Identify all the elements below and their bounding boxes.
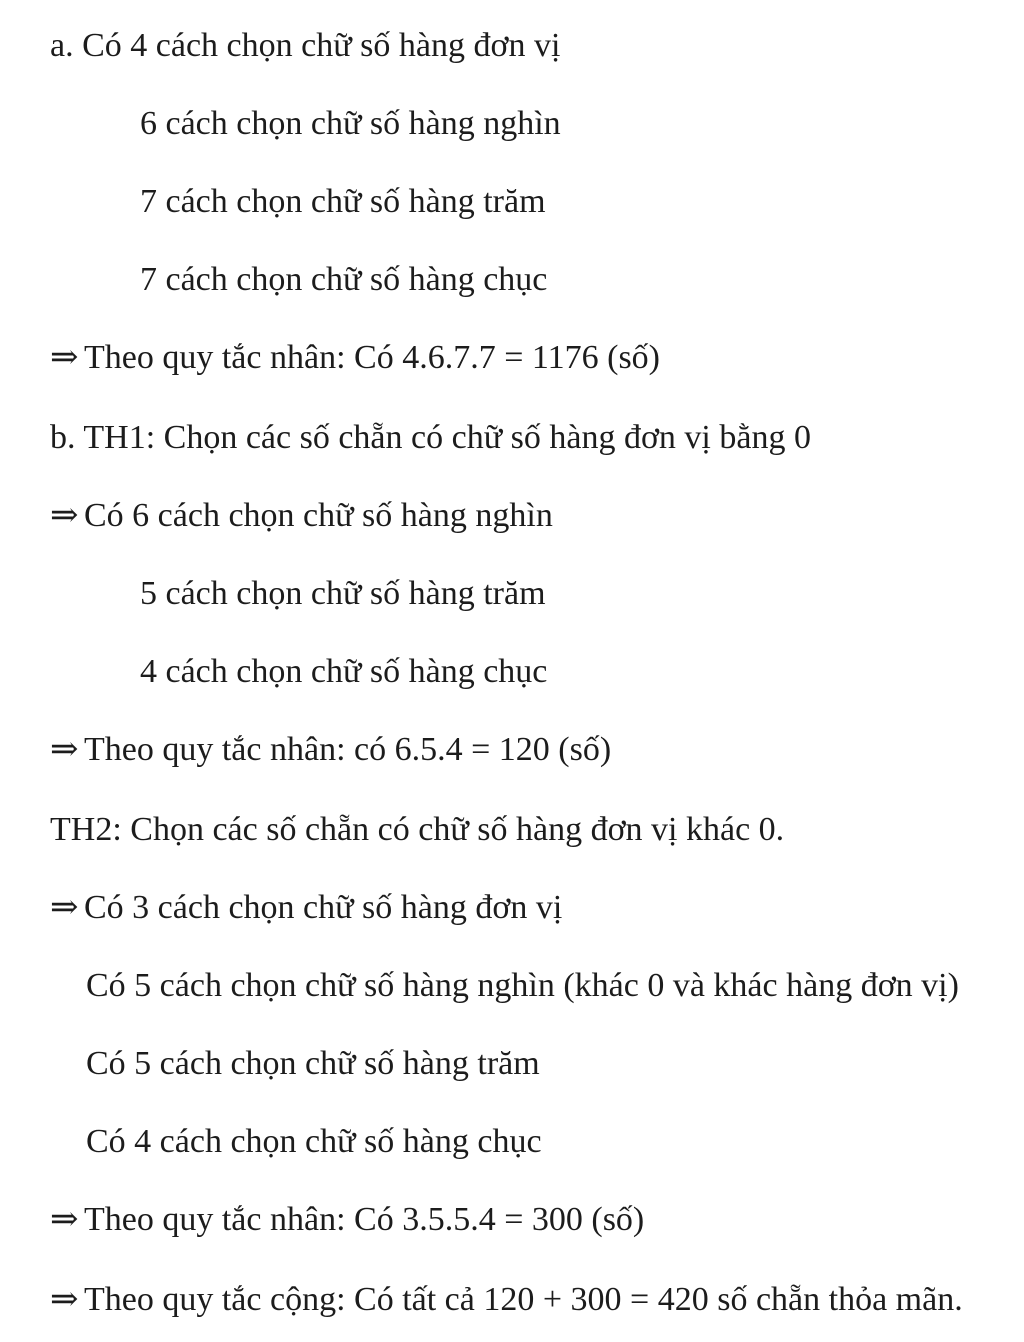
line-text: Theo quy tắc nhân: Có 3.5.5.4 = 300 (số) <box>84 1201 645 1238</box>
line-text: Có 5 cách chọn chữ số hàng nghìn (khác 0 và khác hàng đơn vị) <box>86 967 959 1004</box>
line-text: b. TH1: Chọn các số chẵn có chữ số hàng đơn vị bằng 0 <box>50 419 811 456</box>
case-2-thousands-line <box>86 966 959 1006</box>
case-1-hundreds-line <box>140 574 546 614</box>
line-text: Có 5 cách chọn chữ số hàng trăm <box>86 1045 540 1082</box>
line-text: 4 cách chọn chữ số hàng chục <box>140 653 548 690</box>
line-text: Có 6 cách chọn chữ số hàng nghìn <box>84 497 553 534</box>
part-a-thousands-line <box>140 104 561 144</box>
line-text: 7 cách chọn chữ số hàng trăm <box>140 183 546 220</box>
line-text: Có 3 cách chọn chữ số hàng đơn vị <box>84 889 563 926</box>
line-text: TH2: Chọn các số chẵn có chữ số hàng đơn vị khác 0. <box>50 811 785 848</box>
case-1-tens-line <box>140 652 547 692</box>
implies-arrow-icon: ⇒ <box>50 731 79 768</box>
case-1-thousands-line <box>50 496 553 536</box>
line-text: Theo quy tắc cộng: Có tất cả 120 + 300 = 420 số chẵn thỏa mãn. <box>84 1281 963 1318</box>
case-1-result-line <box>50 730 611 770</box>
case-2-result-line <box>50 1200 644 1240</box>
line-text: 5 cách chọn chữ số hàng trăm <box>140 575 546 612</box>
line-text: Có 4 cách chọn chữ số hàng chục <box>86 1123 542 1160</box>
implies-arrow-icon: ⇒ <box>50 889 79 926</box>
part-a-units-line <box>50 26 560 66</box>
part-a-tens-line <box>140 260 547 300</box>
case-2-units-line <box>50 888 562 928</box>
case-2-hundreds-line <box>86 1044 540 1084</box>
implies-arrow-icon: ⇒ <box>50 497 79 534</box>
implies-arrow-icon: ⇒ <box>50 1201 79 1238</box>
part-b-case-1-heading <box>50 418 811 458</box>
line-text: 7 cách chọn chữ số hàng chục <box>140 261 548 298</box>
line-text: Theo quy tắc nhân: có 6.5.4 = 120 (số) <box>84 731 612 768</box>
line-text: Theo quy tắc nhân: Có 4.6.7.7 = 1176 (số) <box>84 339 660 376</box>
part-a-hundreds-line <box>140 182 546 222</box>
implies-arrow-icon: ⇒ <box>50 339 79 376</box>
final-answer-line <box>50 1280 963 1320</box>
part-a-result-line <box>50 338 660 378</box>
case-2-heading <box>50 810 784 850</box>
line-text: 6 cách chọn chữ số hàng nghìn <box>140 105 561 142</box>
line-text: a. Có 4 cách chọn chữ số hàng đơn vị <box>50 27 561 64</box>
case-2-tens-line <box>86 1122 542 1162</box>
implies-arrow-icon: ⇒ <box>50 1281 79 1318</box>
